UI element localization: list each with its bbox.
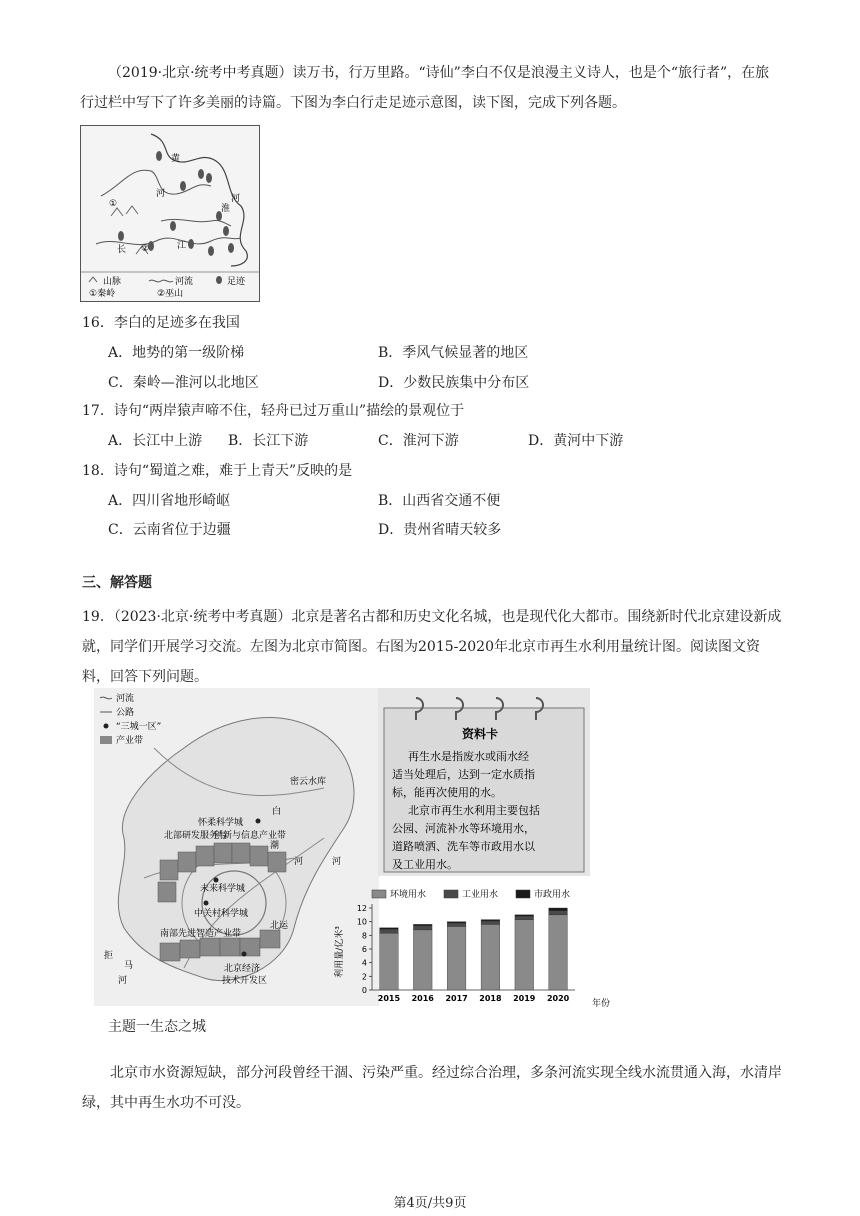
bj-label-chao: 潮	[270, 841, 280, 851]
map-label-1: ①	[109, 199, 118, 209]
bj-legend-road: 公路	[116, 708, 135, 718]
bj-label-etdz-2: 技术开发区	[222, 976, 268, 986]
bar-2020-2	[549, 908, 568, 911]
info-card-line-3: 标，能再次使用的水。	[392, 786, 502, 799]
bar-2017-0	[447, 926, 466, 990]
bar-2019-0	[515, 920, 534, 990]
bj-label-he-1: 河	[294, 857, 304, 867]
bj-label-huairou: 怀柔科学城	[198, 818, 244, 828]
info-card-line-5: 公园、河流补水等环境用水，	[392, 822, 535, 835]
q18-option-a: A．四川省地形崎岖	[108, 493, 231, 509]
x-tick-label-4: 2019	[513, 994, 536, 1003]
li-bai-map-graphic	[81, 126, 259, 301]
bj-label-he-2: 河	[332, 857, 342, 867]
question-18-stem: 18．诗句“蜀道之难，难于上青天”反映的是	[82, 463, 353, 479]
x-tick-label-0: 2015	[377, 994, 401, 1003]
y-tick-label-2: 4	[361, 958, 367, 968]
legend-swatch-1	[444, 890, 458, 898]
question-19-stem: 19．（2023·北京·统考中考真题）北京是著名古都和历史文化名城，也是现代化大都市。围绕新时代北京建设新成就，同学们开展学习交流。左图为北京市简图。右图为2015-2020年北京市再生水利用量统计图。阅读图文资料，回答下列问题。	[82, 609, 782, 685]
info-card	[378, 688, 590, 876]
x-tick-label-3: 2018	[479, 994, 502, 1003]
bj-label-bai: 白	[272, 807, 282, 817]
theme-heading: 主题一生态之城	[108, 1019, 206, 1035]
bar-2019-1	[515, 916, 534, 919]
section-heading: 三、解答题	[82, 575, 152, 591]
bj-label-zhongguancun: 中关村科学城	[194, 909, 249, 919]
q17-option-c: C．淮河下游	[378, 433, 459, 449]
bj-label-etdz-1: 北京经济	[224, 964, 261, 974]
chart-x-ticks	[378, 994, 570, 1003]
bj-label-he-3: 河	[118, 976, 128, 986]
legend-swatch-0	[372, 890, 386, 898]
bar-2020-1	[549, 911, 568, 915]
bar-2018-1	[481, 921, 500, 924]
info-card-graphic	[378, 688, 590, 876]
legend-label-1: 工业用水	[462, 890, 499, 900]
legend-label-0: 环境用水	[390, 890, 427, 900]
legend-footprint: 足迹	[227, 277, 246, 287]
legend-swatch-2	[516, 890, 530, 898]
bar-2015-1	[380, 929, 399, 933]
chart-x-unit: 年份	[592, 999, 611, 1009]
map-label-2: ②	[141, 244, 150, 254]
y-tick-label-4: 8	[361, 931, 367, 941]
info-card-line-7: 及工业用水。	[392, 858, 458, 871]
page-footer: 第4页/共9页	[393, 1196, 467, 1211]
bar-2016-0	[413, 930, 432, 990]
bj-legend-three-cities: “三城一区”	[116, 722, 162, 732]
question-16-stem: 16．李白的足迹多在我国	[82, 315, 240, 331]
q18-option-b: B．山西省交通不便	[378, 493, 501, 509]
q16-option-d: D．少数民族集中分布区	[378, 375, 530, 391]
legend-item1: ①秦岭	[89, 289, 116, 299]
bar-2015-2	[380, 928, 399, 929]
li-bai-footprint-map	[80, 125, 260, 302]
info-card-line-1: 再生水是指废水或雨水经	[408, 750, 529, 763]
bar-2017-1	[447, 923, 466, 926]
bar-2016-2	[413, 924, 432, 925]
map-label-he1: 河	[156, 189, 166, 199]
legend-river: 河流	[175, 277, 194, 287]
map-label-huang: 黄	[171, 154, 181, 164]
legend-item2: ②巫山	[157, 289, 184, 299]
map-label-jiang: 江	[177, 241, 187, 251]
bar-2015-0	[380, 933, 399, 990]
bj-legend-river: 河流	[116, 694, 135, 704]
info-card-line-6: 道路喷洒、洗车等市政用水以	[392, 840, 535, 853]
q17-option-d: D．黄河中下游	[528, 433, 624, 449]
chart-y-label: 利用量/亿米³	[335, 926, 345, 978]
bj-belt-info: 创新与信息产业带	[214, 831, 287, 841]
x-tick-label-5: 2020	[546, 994, 570, 1003]
map-label-he2: 河	[231, 194, 241, 204]
bj-legend-belt: 产业带	[116, 736, 144, 746]
q17-option-b: B．长江下游	[228, 433, 309, 449]
y-tick-label-0: 0	[361, 986, 367, 995]
legend-label-2: 市政用水	[534, 890, 571, 900]
y-tick-label-3: 6	[361, 945, 367, 954]
bar-2020-0	[549, 915, 568, 990]
chart-svg	[330, 886, 620, 1010]
bar-2018-0	[481, 924, 500, 990]
x-tick-label-2: 2017	[445, 994, 468, 1003]
question-17-stem: 17．诗句“两岸猿声啼不住，轻舟已过万重山”描绘的景观位于	[82, 403, 465, 419]
bj-label-future: 未来科学城	[200, 884, 246, 894]
q17-option-a: A．长江中上游	[108, 433, 203, 449]
q18-option-d: D．贵州省晴天较多	[378, 522, 502, 538]
reclaimed-water-chart	[330, 886, 620, 1010]
bar-2017-2	[447, 922, 466, 923]
info-card-title: 资料卡	[462, 727, 499, 741]
y-tick-label-1: 2	[361, 972, 367, 982]
theme-paragraph: 北京市水资源短缺，部分河段曾经干涸、污染严重。经过综合治理，多条河流实现全线水流贯通入海，水清岸绿，其中再生水功不可没。	[82, 1065, 782, 1111]
q18-option-c: C．云南省位于边疆	[108, 522, 231, 538]
bar-2018-2	[481, 920, 500, 921]
map-label-chang: 长	[117, 245, 127, 255]
bj-belt-south: 南部先进智造产业带	[160, 929, 242, 939]
intro-paragraph: （2019·北京·统考中考真题）读万书，行万里路。“诗仙”李白不仅是浪漫主义诗人，也是个“旅行者”，在旅行过栏中写下了许多美丽的诗篇。下图为李白行走足迹示意图，读下图，完成下列各题。	[80, 65, 770, 111]
chart-legend	[372, 888, 570, 900]
y-tick-label-5: 10	[356, 917, 367, 927]
bj-label-ju: 拒	[104, 951, 114, 961]
chart-bars	[380, 908, 568, 990]
bj-label-beiyun: 北运	[270, 921, 289, 931]
x-tick-label-1: 2016	[411, 994, 434, 1003]
bar-2019-2	[515, 915, 534, 916]
y-tick-label-6: 12	[356, 904, 367, 913]
bj-belt-north: 北部研发服务与	[164, 831, 228, 841]
info-card-line-4: 北京市再生水利用主要包括	[408, 804, 540, 817]
q16-option-c: C．秦岭—淮河以北地区	[108, 375, 259, 391]
map-label-huai: 淮	[221, 204, 231, 214]
bar-2016-1	[413, 926, 432, 930]
bj-label-ma: 马	[124, 961, 134, 971]
q16-option-a: A．地势的第一级阶梯	[108, 345, 245, 361]
info-card-line-2: 适当处理后，达到一定水质指	[392, 768, 535, 781]
bj-label-miyun: 密云水库	[290, 777, 327, 787]
legend-mountain: 山脉	[103, 277, 122, 287]
q16-option-b: B．季风气候显著的地区	[378, 345, 529, 361]
